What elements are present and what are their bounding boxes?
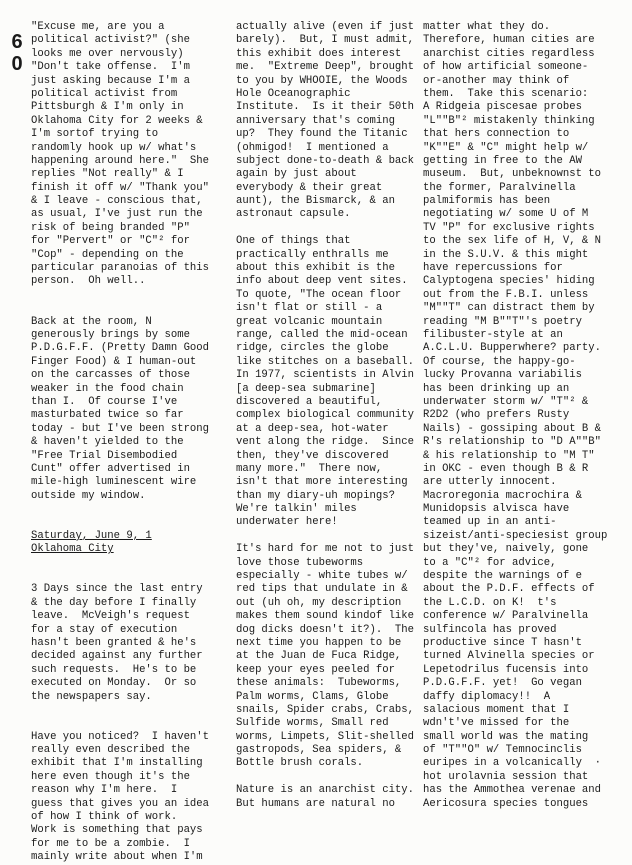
text-line: to a "C"² for advice, (423, 556, 557, 569)
text-line: snails, Spider crabs, Crabs, (236, 703, 415, 716)
text-line: astronaut capsule. (236, 208, 351, 221)
text-line (31, 557, 209, 570)
text-line: P.D.G.F.F. (Pretty Damn Good (31, 342, 210, 355)
text-line: Lepetodrilus fucensis into (423, 663, 589, 676)
text-line: particular paranoias of this (31, 262, 210, 275)
text-line: Hole Oceanographic (236, 87, 351, 100)
text-line: & haven't yielded to the (31, 436, 184, 449)
text-line (31, 289, 209, 302)
text-line: as usual, I've just run the (31, 208, 203, 221)
text-line: subject done-to-death & back (236, 154, 415, 167)
text-line: "M""T" can distract them by (423, 302, 595, 315)
text-line: practically enthralls me (236, 248, 389, 261)
text-line: love those tubeworms (236, 556, 364, 569)
text-line: To quote, "The ocean floor (236, 288, 402, 301)
text-line: looks me over nervously) (31, 47, 184, 60)
text-line: to the sex life of H, V, & N (423, 235, 602, 248)
text-line: than I. Of course I've (31, 395, 178, 408)
text-line: A.C.L.U. Bupperwhere? party. (423, 342, 602, 355)
text-line (31, 570, 209, 583)
text-line: these animals: Tubeworms, (236, 677, 402, 690)
text-line: TV "P" for exclusive rights (423, 221, 595, 234)
text-line: are utterly innocent. (423, 476, 557, 489)
text-line (31, 704, 209, 717)
text-line: executed on Monday. Or so (31, 677, 197, 690)
text-line: negotiating w/ some U of M (423, 208, 589, 221)
text-line: barely). But, I must admit, (236, 34, 415, 47)
text-line: exhibit that I'm installing (31, 757, 203, 770)
text-line: Sulfide worms, Small red (236, 717, 389, 730)
text-line: in OKC - even though B & R (423, 462, 589, 475)
text-line: for "Pervert" or "C"² for (31, 235, 190, 248)
text-line: I'm sortof trying to (31, 128, 159, 141)
text-line: Finger Food) & I human-out (31, 355, 197, 368)
text-line: risk of being branded "P" (31, 221, 190, 234)
text-line: Institute. Is it their 50th (236, 101, 415, 114)
text-line: up? They found the Titanic (236, 128, 408, 141)
text-line: Munidopsis alvisca have (423, 503, 570, 516)
text-line: euripes in a volcanically · (423, 757, 602, 770)
text-line: Oklahoma City for 2 weeks & (31, 114, 203, 127)
text-line: political activist?" (she (31, 34, 190, 47)
text-line: underwater here! (236, 516, 338, 529)
text-line: has been drinking up an (423, 382, 570, 395)
text-line: out (uh oh, my description (236, 596, 402, 609)
text-line: reason why I'm here. I (31, 784, 178, 797)
text-line: replies "Not really" & I (31, 168, 184, 181)
text-line: Saturday, June 9, 1 (31, 529, 152, 542)
text-line: "Cop" - depending on the (31, 248, 184, 261)
page-number: 6 0 (11, 31, 23, 75)
text-line: generously brings by some (31, 328, 190, 341)
text-line: sizeist/anti-speciesist group (423, 529, 608, 542)
text-line: isn't flat or still - a (236, 302, 383, 315)
text-line: & his relationship to "M T" (423, 449, 595, 462)
text-line: R's relationship to "D A""B" (423, 436, 602, 449)
text-line: or-another may think of (423, 74, 570, 87)
text-line: like stitches on a baseball. (236, 355, 415, 368)
text-line: today - but I've been strong (31, 422, 210, 435)
text-line: really even described the (31, 744, 190, 757)
text-line: at a deep-sea, hot-water (236, 422, 389, 435)
text-line: productive since T hasn't (423, 636, 582, 649)
text-line: on the carcasses of those (31, 369, 190, 382)
text-line: Back at the room, N (31, 315, 152, 328)
text-line: P.D.G.F.F. yet! Go vegan (423, 677, 582, 690)
text-line: salacious moment that I (423, 703, 570, 716)
text-line: Macroregonia macrochira & (423, 489, 582, 502)
text-line: anarchist cities regardless (423, 47, 595, 60)
text-line: sulfincola has proved (423, 623, 557, 636)
text-line (31, 503, 209, 516)
text-line: It's hard for me not to just (236, 543, 415, 556)
text-line: gastropods, Sea spiders, & (236, 744, 402, 757)
text-line: to you by WHOOIE, the Woods (236, 74, 408, 87)
text-line (31, 717, 209, 730)
text-column-1 (31, 21, 209, 865)
text-line: Oklahoma City (31, 543, 114, 556)
text-line: many more." There now, (236, 462, 383, 475)
text-line: again by just about (236, 168, 357, 181)
text-line: [a deep-sea submarine] (236, 382, 376, 395)
text-line: outside my window. (31, 489, 146, 502)
text-line: at the Juan de Fuca Ridge, (236, 650, 402, 663)
text-line: teamed up in an anti- (423, 516, 557, 529)
text-line: & I leave - conscious that, (31, 195, 203, 208)
text-line: Cunt" offer advertised in (31, 462, 190, 475)
text-line: But humans are natural no (236, 797, 395, 810)
text-line: mile-high luminescent wire (31, 476, 197, 489)
text-line: of "T""O" w/ Temnocinclis (423, 744, 582, 757)
text-line: palmiformis has been (423, 195, 551, 208)
text-line: turned Alvinella species or (423, 650, 595, 663)
text-line: vent along the ridge. Since (236, 436, 415, 449)
text-line: great volcanic mountain (236, 315, 383, 328)
text-line: "K""E" & "C" might help w/ (423, 141, 589, 154)
text-line: hot urolavnia session that (423, 770, 589, 783)
text-line: finish it off w/ "Thank you" (31, 181, 210, 194)
text-line: but they've, naively, gone (423, 543, 589, 556)
text-line: worms, Limpets, Slit-shelled (236, 730, 415, 743)
text-line: conference w/ Paralvinella (423, 610, 589, 623)
text-line: mainly write about when I'm (31, 851, 203, 864)
text-line: "L""B"² mistakenly thinking (423, 114, 595, 127)
text-line: makes them sound kindof like (236, 610, 415, 623)
text-line: Have you noticed? I haven't (31, 730, 210, 743)
text-line: Pittsburgh & I'm only in (31, 101, 184, 114)
text-line (31, 302, 209, 315)
text-line: lucky Provanna variabilis (423, 369, 582, 382)
text-column-2 (236, 21, 414, 811)
text-line: hasn't been granted & he's (31, 636, 197, 649)
text-line: such requests. He's to be (31, 663, 197, 676)
text-line: Nature is an anarchist city. (236, 784, 415, 797)
text-line: just asking because I'm a (31, 74, 190, 87)
text-line: filibuster-style at an (423, 328, 563, 341)
text-line: red tips that undulate in & (236, 583, 408, 596)
text-line: in the S.U.V. & this might (423, 248, 589, 261)
text-line: Of course, the happy-go- (423, 355, 576, 368)
text-line: complex biological community (236, 409, 415, 422)
text-line: randomly hook up w/ what's (31, 141, 197, 154)
text-line: has the Ammothea verenae and (423, 784, 602, 797)
text-line: Work is something that pays (31, 824, 203, 837)
text-line: of how artificial someone- (423, 61, 589, 74)
text-line: me. "Extreme Deep", brought (236, 61, 415, 74)
text-line: Therefore, human cities are (423, 34, 595, 47)
text-line: for me to be a zombie. I (31, 837, 190, 850)
text-line (236, 771, 414, 784)
text-line: small world was the mating (423, 730, 589, 743)
text-line: actually alive (even if just (236, 21, 415, 33)
text-line: masturbated twice so far (31, 409, 184, 422)
text-line: We're talkin' miles (236, 503, 357, 516)
text-line: especially - white tubes w/ (236, 570, 408, 583)
text-line: political activist from (31, 87, 178, 100)
text-line: person. Oh well.. (31, 275, 146, 288)
text-line: everybody & their great (236, 181, 383, 194)
text-line: this exhibit does interest (236, 47, 402, 60)
text-line: "Free Trial Disembodied (31, 449, 178, 462)
text-line: next time you happen to be (236, 636, 402, 649)
text-line: for a stay of execution (31, 623, 178, 636)
text-line: range, called the mid-ocean (236, 328, 408, 341)
text-line: anniversary that's coming (236, 114, 395, 127)
text-line: "Excuse me, are you a (31, 21, 165, 33)
text-line: decided against any further (31, 650, 203, 663)
text-line: keep your eyes peeled for (236, 663, 395, 676)
text-line: ridge, circles the globe (236, 342, 389, 355)
text-line: guess that gives you an idea (31, 797, 210, 810)
text-line: underwater storm w/ "T"² & (423, 395, 589, 408)
text-line: In 1977, scientists in Alvin (236, 369, 415, 382)
text-line: Calyptogena species' hiding (423, 275, 595, 288)
text-line: about the P.D.F. effects of (423, 583, 595, 596)
text-line: reading "M B""T"'s poetry (423, 315, 582, 328)
text-line: daffy diplomacy!! A (423, 690, 551, 703)
text-line: have repercussions for (423, 262, 563, 275)
text-line: & the day before I finally (31, 596, 197, 609)
text-line (236, 530, 414, 543)
text-line: here even though it's the (31, 770, 190, 783)
text-column-3 (423, 21, 607, 811)
text-line: Nails) - gossiping about B & (423, 422, 602, 435)
text-line: Aericosura species tongues (423, 797, 589, 810)
text-line: aunt), the Bismarck, & an (236, 195, 395, 208)
text-line: the newspapers say. (31, 690, 152, 703)
text-line: leave. McVeigh's request (31, 610, 190, 623)
text-line: A Ridgeia piscesae probes (423, 101, 582, 114)
text-line: Palm worms, Clams, Globe (236, 690, 389, 703)
text-line: weaker in the food chain (31, 382, 184, 395)
text-line: One of things that (236, 235, 351, 248)
text-line: then, they've discovered (236, 449, 389, 462)
text-line: discovered a beautiful, (236, 395, 383, 408)
text-line: out from the F.B.I. unless (423, 288, 589, 301)
text-line: happening around here." She (31, 154, 210, 167)
text-line (31, 516, 209, 529)
text-line: wdn't've missed for the (423, 717, 570, 730)
text-line: them. Take this scenario: (423, 87, 589, 100)
text-line: museum. But, unbeknownst to (423, 168, 602, 181)
text-line: of how I think of work. (31, 811, 178, 824)
text-line: getting in free to the AW (423, 154, 582, 167)
text-line: about this exhibit is the (236, 262, 395, 275)
text-line: "Don't take offense. I'm (31, 61, 190, 74)
text-line: Bottle brush corals. (236, 757, 364, 770)
text-line: despite the warnings of e (423, 570, 582, 583)
text-line: matter what they do. (423, 21, 551, 33)
text-line: isn't that more interesting (236, 476, 408, 489)
text-line: dog dicks doesn't it?). The (236, 623, 415, 636)
text-line: (ohmigod! I mentioned a (236, 141, 389, 154)
text-line: than my diary-uh mopings? (236, 489, 395, 502)
text-line (236, 222, 414, 235)
text-line: 3 Days since the last entry (31, 583, 203, 596)
text-line: R2D2 (who prefers Rusty (423, 409, 570, 422)
text-line: that hers connection to (423, 128, 570, 141)
text-line: the L.C.D. on K! t's (423, 596, 557, 609)
text-line: the former, Paralvinella (423, 181, 576, 194)
text-line: info about deep vent sites. (236, 275, 408, 288)
